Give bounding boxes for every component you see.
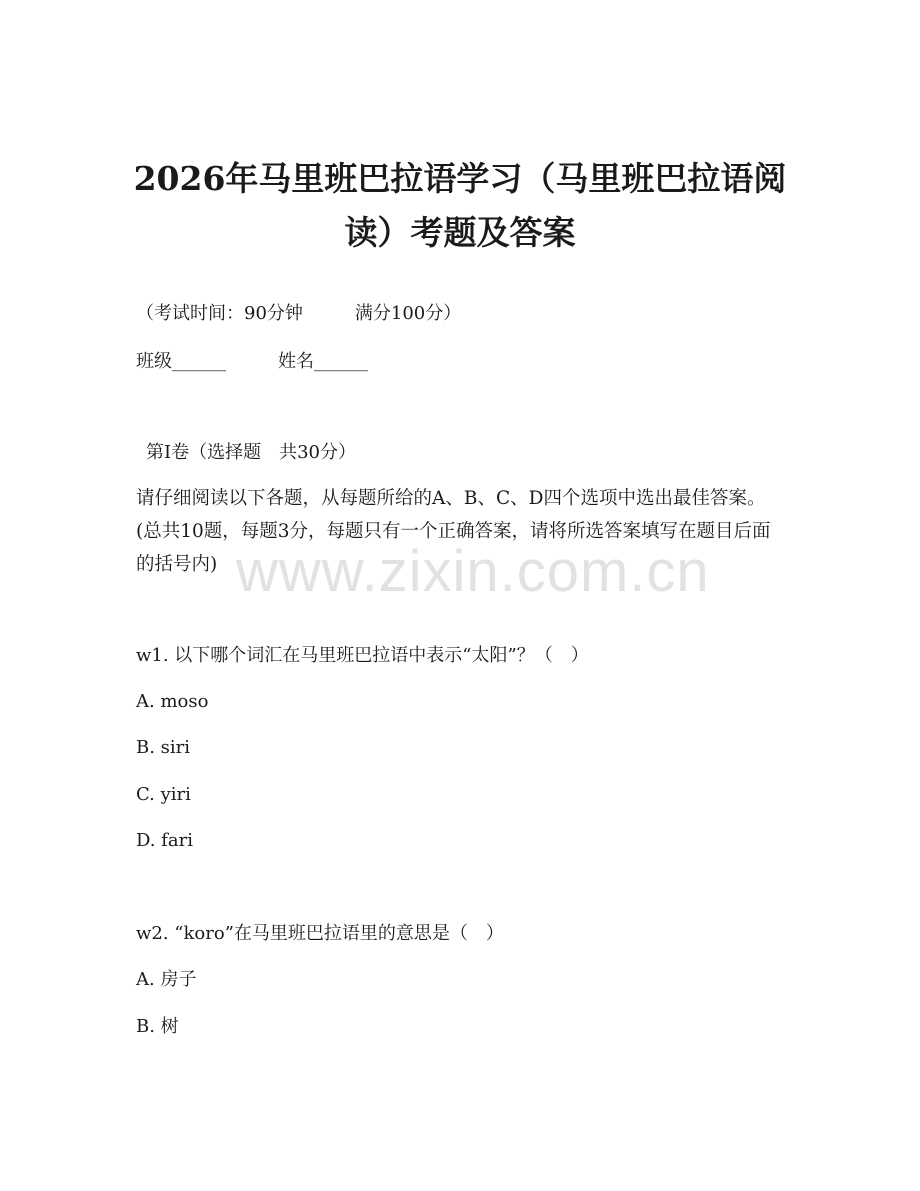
question-1-option-b: B. siri [136, 737, 191, 758]
question-1-stem: w1. 以下哪个词汇在马里班巴拉语中表示“太阳”？（ ） [136, 645, 589, 666]
section-header: 第Ⅰ卷（选择题 共30分） [146, 442, 357, 463]
name-field: 姓名______ [278, 351, 368, 372]
question-1-option-d: D. fari [136, 830, 193, 851]
class-field: 班级______ [136, 351, 226, 372]
watermark: www.zixin.com.cn [236, 539, 710, 604]
question-2-option-a: A. 房子 [136, 969, 197, 990]
question-2-option-b: B. 树 [136, 1016, 179, 1037]
exam-time: （考试时间：90分钟 [136, 303, 303, 324]
exam-score: 满分100分） [354, 303, 462, 324]
exam-info [136, 302, 461, 326]
question-1-option-c: C. yiri [136, 784, 191, 805]
question-1-option-a: A. moso [136, 691, 209, 712]
question-2-stem: w2. “koro”在马里班巴拉语里的意思是（ ） [136, 923, 504, 944]
document-title: 2026年马里班巴拉语学习（马里班巴拉语阅读）考题及答案 [133, 159, 787, 252]
student-fields [136, 350, 368, 374]
instructions: 请仔细阅读以下各题，从每题所给的A、B、C、D四个选项中选出最佳答案。(总共10题，每题3分，每题只有一个正确答案，请将所选答案填写在题目后面的括号内) [136, 488, 771, 575]
